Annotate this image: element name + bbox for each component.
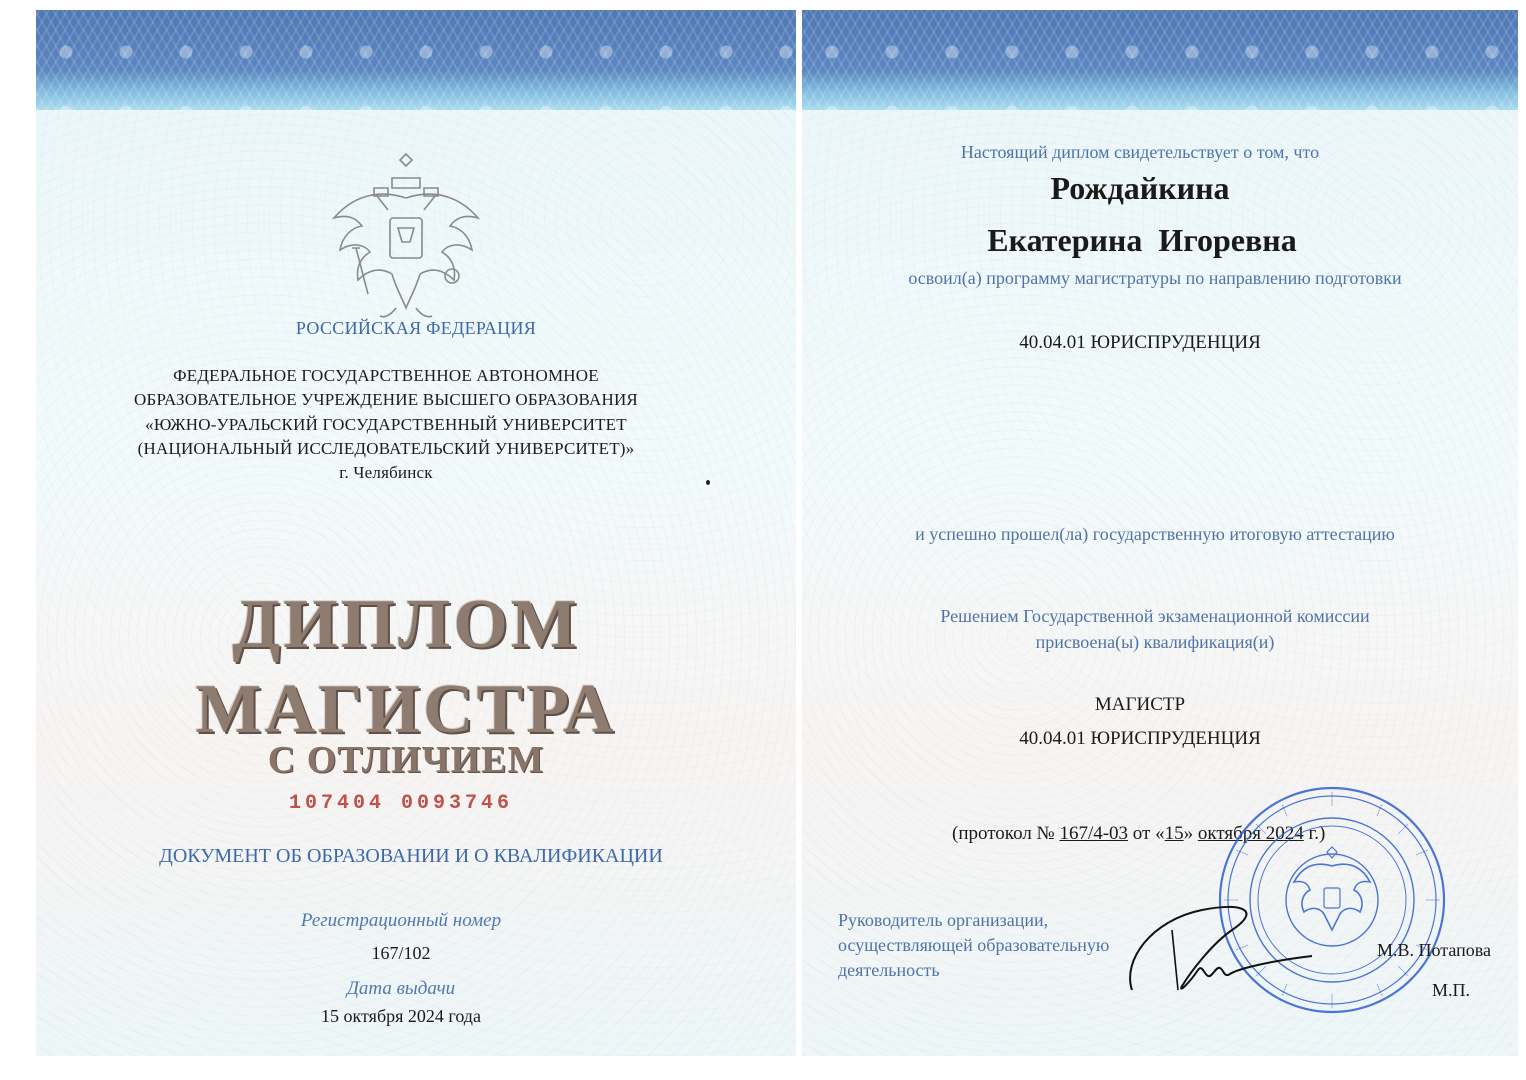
issue-date-label: Дата выдачи — [346, 978, 456, 999]
org-city: г. Челябинск — [339, 463, 433, 482]
signatory-line-3: деятельность — [838, 960, 940, 980]
signatory-name: М.В. Потапова — [1377, 940, 1491, 960]
country-name: РОССИЙСКАЯ ФЕДЕРАЦИЯ — [295, 318, 537, 338]
protocol-from: от « — [1128, 823, 1165, 844]
protocol-prefix: (протокол № — [952, 823, 1060, 844]
intro-text: Настоящий диплом свидетельствует о том, что — [960, 142, 1320, 162]
diploma-title-line-2: МАГИСТРА — [195, 671, 617, 748]
protocol-month-year: октября 2024 — [1197, 823, 1304, 844]
stamp-place-label: М.П. — [1432, 980, 1471, 1000]
serial-number: 107404 0093746 — [288, 792, 514, 815]
signatory-line-2: осуществляющей образовательную — [838, 935, 1110, 955]
issue-date: 15 октября 2024 года — [321, 1006, 481, 1026]
reg-number-label: Регистрационный номер — [300, 910, 502, 931]
protocol-mid: » — [1183, 823, 1198, 844]
protocol-day: 15 — [1164, 823, 1184, 844]
qualification: МАГИСТР — [1094, 694, 1186, 715]
graduate-surname: Рождайкина — [1050, 170, 1230, 206]
diploma-title-line-1: ДИПЛОМ — [232, 586, 580, 663]
diploma-left-page — [36, 10, 796, 1056]
reg-number: 167/102 — [371, 943, 431, 963]
graduate-given-names: Екатерина Игоревна — [987, 222, 1297, 258]
protocol-number: 167/4-03 — [1059, 823, 1129, 844]
org-line-3: «ЮЖНО-УРАЛЬСКИЙ ГОСУДАРСТВЕННЫЙ УНИВЕРСИТЕТ — [145, 415, 627, 434]
org-line-4: (НАЦИОНАЛЬНЫЙ ИССЛЕДОВАТЕЛЬСКИЙ УНИВЕРСИТЕТ)» — [137, 439, 635, 458]
handwritten-signature — [1112, 890, 1322, 1010]
coat-of-arms-icon — [326, 148, 486, 323]
study-direction: 40.04.01 ЮРИСПРУДЕНЦИЯ — [1019, 332, 1261, 353]
org-line-1: ФЕДЕРАЛЬНОЕ ГОСУДАРСТВЕННОЕ АВТОНОМНОЕ — [173, 366, 599, 385]
qualification-direction: 40.04.01 ЮРИСПРУДЕНЦИЯ — [1019, 728, 1261, 749]
attestation-text: и успешно прошел(ла) государственную итоговую аттестацию — [915, 524, 1395, 544]
decision-line-2: присвоена(ы) квалификация(и) — [1035, 632, 1275, 652]
signatory-line-1: Руководитель организации, — [838, 910, 1049, 930]
protocol-suffix: г.) — [1303, 823, 1326, 844]
org-line-2: ОБРАЗОВАТЕЛЬНОЕ УЧРЕЖДЕНИЕ ВЫСШЕГО ОБРАЗОВАНИЯ — [134, 390, 638, 409]
diploma-right-page — [802, 10, 1518, 1056]
document-type: ДОКУМЕНТ ОБ ОБРАЗОВАНИИ И О КВАЛИФИКАЦИИ — [159, 845, 663, 867]
ink-speck — [706, 480, 710, 485]
guilloche-band-left — [36, 10, 796, 110]
honors-label: С ОТЛИЧИЕМ — [267, 739, 545, 781]
program-text: освоил(а) программу магистратуры по направлению подготовки — [908, 268, 1402, 288]
guilloche-band-right — [802, 10, 1518, 110]
decision-line-1: Решением Государственной экзаменационной комиссии — [940, 606, 1370, 626]
